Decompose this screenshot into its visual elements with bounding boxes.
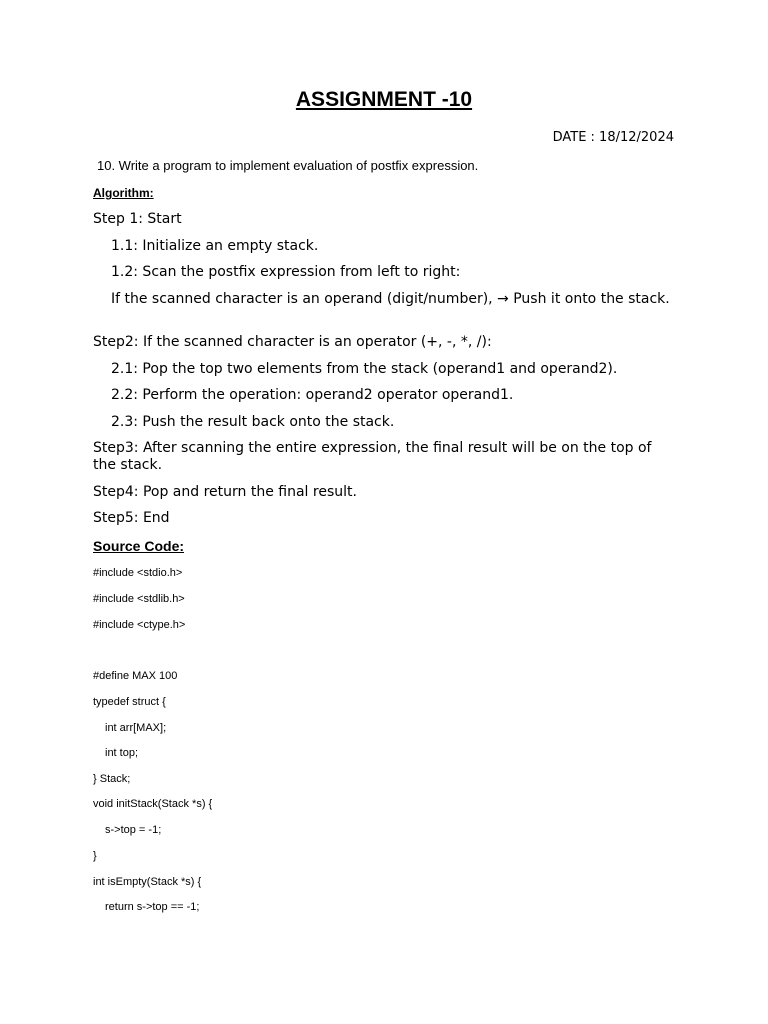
assignment-date: DATE : 18/12/2024 (552, 130, 674, 145)
algorithm-step: Step3: After scanning the entire expression, the final result will be on the top of the stack. (93, 440, 652, 473)
algorithm-step: 2.1: Pop the top two elements from the stack (operand1 and operand2). (111, 361, 618, 377)
algorithm-step: Step5: End (93, 510, 170, 526)
code-line: return s->top == -1; (105, 901, 200, 913)
algorithm-step: 2.2: Perform the operation: operand2 operator operand1. (111, 387, 514, 403)
code-line: #include <stdlib.h> (93, 593, 185, 605)
algorithm-heading: Algorithm: (93, 186, 154, 200)
algorithm-step: Step 1: Start (93, 211, 182, 227)
source-code-heading: Source Code: (93, 538, 185, 554)
question-text: 10. Write a program to implement evaluation of postfix expression. (97, 158, 479, 173)
algorithm-step: Step2: If the scanned character is an operator (+, -, *, /): (93, 334, 492, 350)
code-line: #define MAX 100 (93, 670, 178, 682)
code-line: #include <stdio.h> (93, 567, 183, 579)
assignment-title: ASSIGNMENT -10 (295, 88, 473, 111)
code-line: void initStack(Stack *s) { (93, 798, 213, 810)
code-line: #include <ctype.h> (93, 619, 186, 631)
algorithm-step: 1.2: Scan the postfix expression from left to right: (111, 264, 461, 280)
algorithm-step: Step4: Pop and return the final result. (93, 484, 357, 500)
algorithm-step: 2.3: Push the result back onto the stack. (111, 414, 395, 430)
code-line: typedef struct { (93, 696, 166, 708)
code-line: s->top = -1; (105, 824, 162, 836)
code-line: } Stack; (93, 773, 131, 785)
algorithm-step: If the scanned character is an operand (digit/number), → Push it onto the stack. (111, 291, 670, 307)
code-line: } (93, 850, 97, 862)
code-line: int isEmpty(Stack *s) { (93, 876, 202, 888)
code-line: int arr[MAX]; (105, 722, 167, 734)
code-line: int top; (105, 747, 139, 759)
algorithm-step: 1.1: Initialize an empty stack. (111, 238, 319, 254)
